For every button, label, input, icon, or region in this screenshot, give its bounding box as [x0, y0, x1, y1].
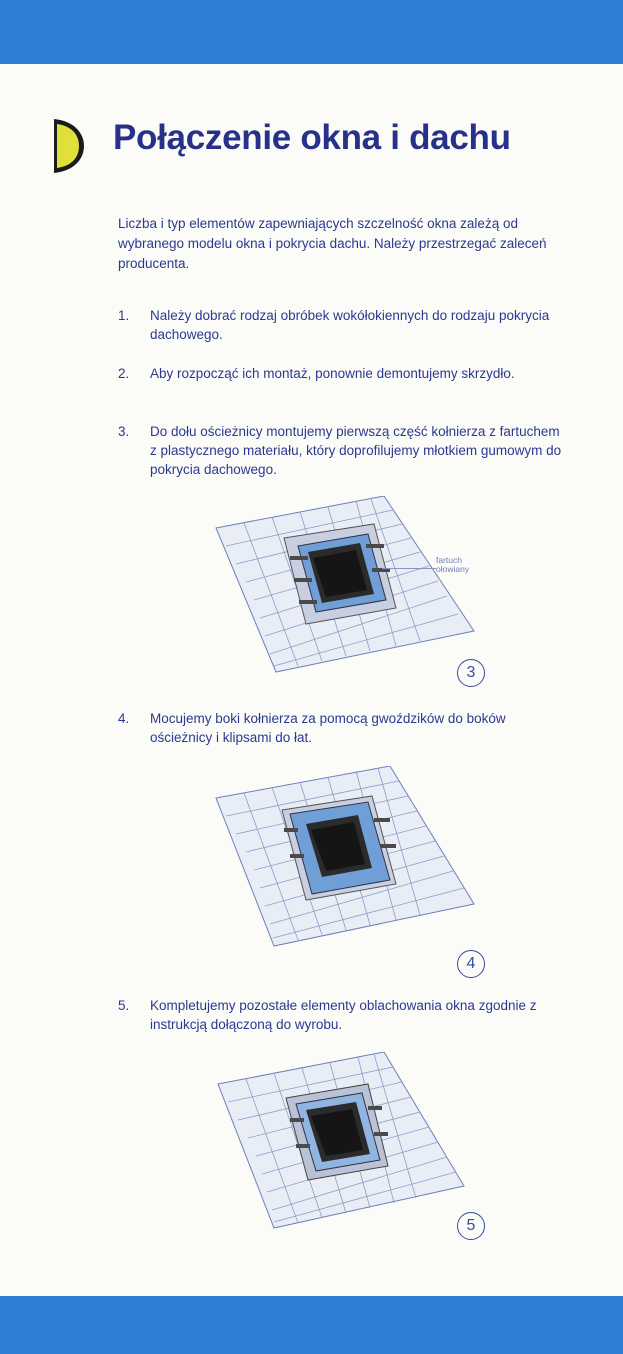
step-text: Należy dobrać rodzaj obróbek wokółokiennych do rodzaju pokrycia dachowego.: [150, 308, 550, 342]
callout-label: fartuch ołowiany: [436, 555, 470, 574]
callout-leader-line: [382, 568, 436, 569]
step-text: Aby rozpocząć ich montaż, ponownie demontujemy skrzydło.: [150, 366, 515, 381]
roof-window-illustration: [210, 766, 480, 948]
step-number: 2.: [118, 366, 130, 381]
step-4: [118, 709, 568, 747]
bottom-color-band: [0, 1296, 623, 1354]
step-number: 3.: [118, 424, 130, 439]
step-number: 4.: [118, 711, 130, 726]
step-1: [118, 306, 568, 344]
roof-window-illustration: [206, 496, 486, 676]
step-number: 1.: [118, 308, 130, 323]
figure-badge-5: 5: [457, 1212, 485, 1240]
step-text: Kompletujemy pozostałe elementy oblachowania okna zgodnie z instrukcją dołączoną do wyrobu.: [150, 998, 537, 1032]
step-2: [118, 364, 568, 383]
step-text: Do dołu ościeżnicy montujemy pierwszą część kołnierza z fartuchem z plastycznego materiału, który doprofilujemy młotkiem gumowym do pokrycia dachowego.: [150, 424, 562, 477]
step-3: [118, 422, 568, 479]
top-color-band: [0, 0, 623, 64]
roof-window-illustration: [212, 1052, 470, 1230]
page-title: Połączenie okna i dachu: [113, 118, 511, 157]
figure-5-roof-window: [212, 1052, 470, 1230]
figure-4-roof-window: [210, 766, 480, 948]
intro-paragraph: Liczba i typ elementów zapewniających szczelność okna zależą od wybranego modelu okna i pokrycia dachu. Należy przestrzegać zaleceń producenta.: [118, 216, 547, 271]
step-number: 5.: [118, 998, 130, 1013]
step-text: Mocujemy boki kołnierza za pomocą gwoździków do boków ościeżnicy i klipsami do łat.: [150, 711, 506, 745]
figure-3-roof-window: [206, 496, 486, 676]
figure-badge-3: 3: [457, 659, 485, 687]
figure-badge-4: 4: [457, 950, 485, 978]
step-5: [118, 996, 568, 1034]
section-marker-icon: [52, 117, 86, 175]
